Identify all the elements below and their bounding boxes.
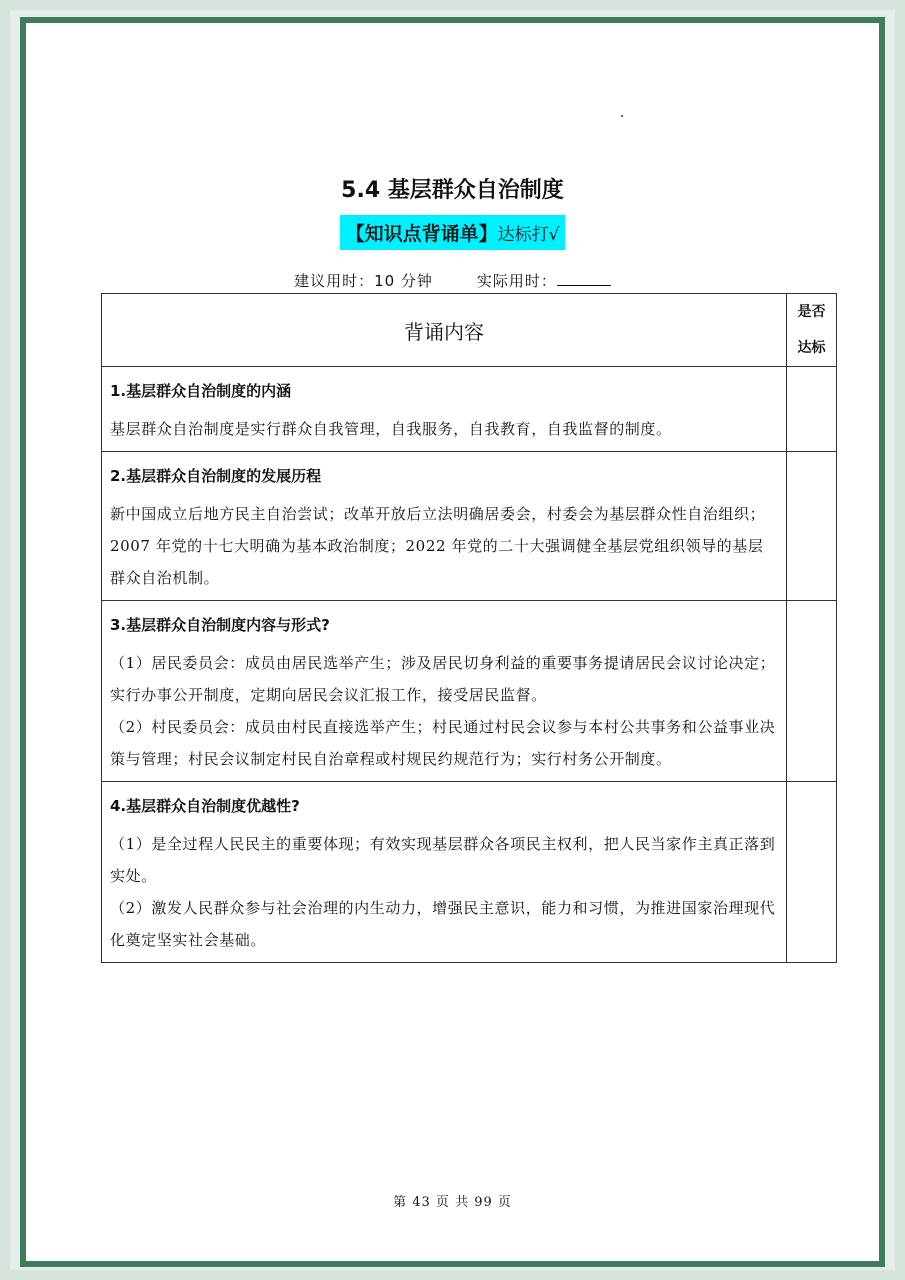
table-row <box>102 782 837 963</box>
table-row <box>102 601 837 782</box>
check-cell[interactable] <box>787 782 837 963</box>
timing-line <box>26 270 879 291</box>
row-heading: 3.基层群众自治制度内容与形式? <box>110 616 330 634</box>
check-column-header <box>787 294 837 367</box>
document-page <box>20 17 885 1267</box>
row-paragraph: （1）是全过程人民民主的重要体现；有效实现基层群众各项民主权利，把人民当家作主真正落到实处。 <box>110 835 776 885</box>
row-content <box>102 782 787 963</box>
banner-row <box>26 215 879 250</box>
check-cell[interactable] <box>787 367 837 452</box>
actual-time-blank[interactable] <box>557 271 611 286</box>
row-paragraph: （1）居民委员会：成员由居民选举产生；涉及居民切身利益的重要事务提请居民会议讨论决定；实行办事公开制度，定期向居民会议汇报工作，接受居民监督。 <box>110 654 776 704</box>
banner-main: 【知识点背诵单】 <box>345 223 498 245</box>
content-column-header: 背诵内容 <box>102 294 787 367</box>
actual-time-label: 实际用时： <box>476 272 557 290</box>
highlight-banner <box>340 215 566 250</box>
banner-after: 达标打√ <box>497 225 560 245</box>
check-header-line-1: 是否 <box>797 304 826 320</box>
row-paragraph: 基层群众自治制度是实行群众自我管理，自我服务，自我教育，自我监督的制度。 <box>110 420 672 438</box>
recitation-table <box>101 293 837 963</box>
check-cell[interactable] <box>787 452 837 601</box>
table-header-row <box>102 294 837 367</box>
row-paragraph: 新中国成立后地方民主自治尝试；改革开放后立法明确居委会，村委会为基层群众性自治组织；2007 年党的十七大明确为基本政治制度；2022 年党的二十大强调健全基层党组织领导的基层群众自治机制。 <box>110 505 766 587</box>
page-title: 5.4 基层群众自治制度 <box>341 178 564 203</box>
row-content <box>102 601 787 782</box>
row-content <box>102 367 787 452</box>
table-row <box>102 367 837 452</box>
row-paragraph: （2）村民委员会：成员由村民直接选举产生；村民通过村民会议参与本村公共事务和公益事业决策与管理；村民会议制定村民自治章程或村规民约规范行为；实行村务公开制度。 <box>110 718 776 768</box>
table-row <box>102 452 837 601</box>
ink-speck <box>621 115 623 117</box>
suggested-time: 建议用时：10 分钟 <box>294 272 433 290</box>
check-header-line-2: 达标 <box>797 340 826 356</box>
row-heading: 4.基层群众自治制度优越性? <box>110 797 300 815</box>
row-paragraph: （2）激发人民群众参与社会治理的内生动力，增强民主意识，能力和习惯，为推进国家治理现代化奠定坚实社会基础。 <box>110 899 776 949</box>
row-content <box>102 452 787 601</box>
row-heading: 1.基层群众自治制度的内涵 <box>110 382 292 400</box>
page-number-footer: 第 43 页 共 99 页 <box>393 1195 512 1210</box>
check-cell[interactable] <box>787 601 837 782</box>
row-heading: 2.基层群众自治制度的发展历程 <box>110 467 322 485</box>
